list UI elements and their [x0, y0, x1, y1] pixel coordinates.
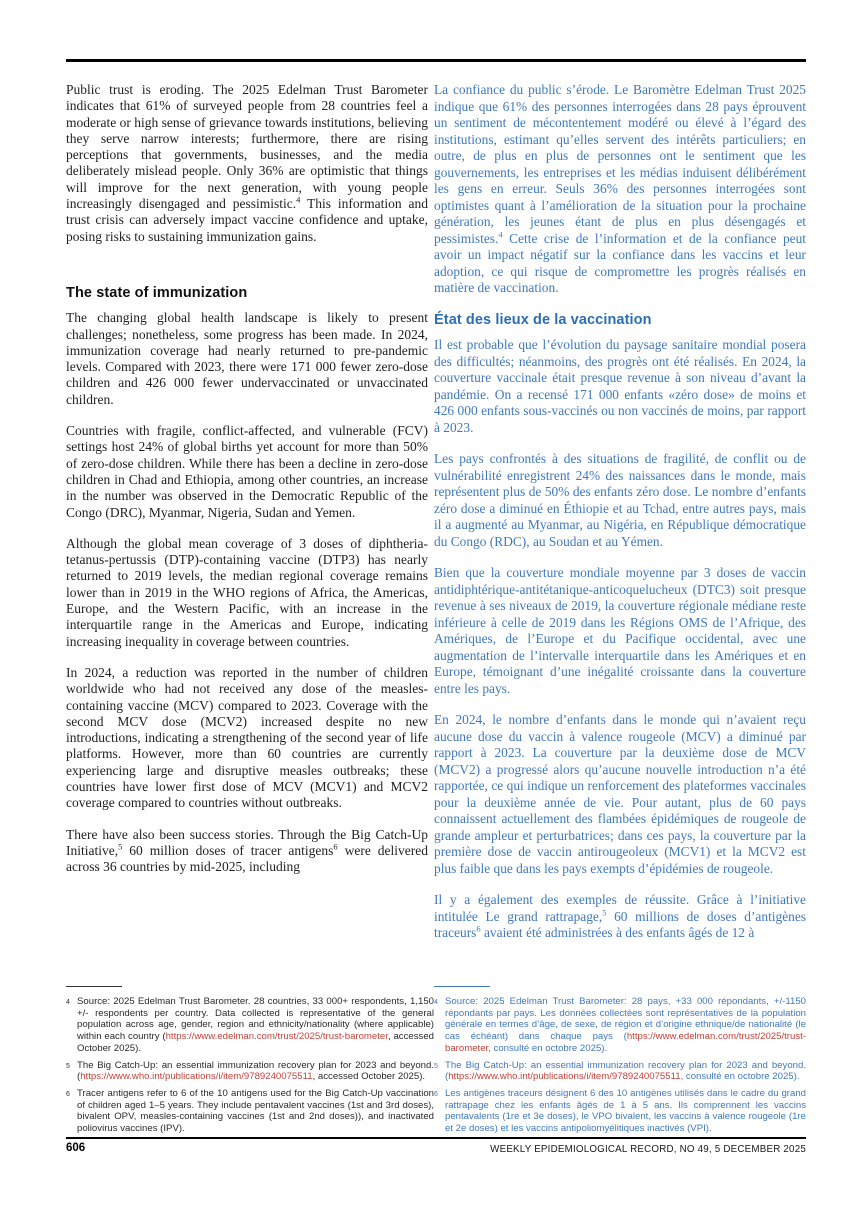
english-paragraph: [66, 82, 428, 245]
footnote-reference: 6: [476, 923, 481, 934]
footnote-link[interactable]: https://www.who.int/publications/i/item/9789240075511: [448, 1071, 681, 1083]
french-paragraph: [434, 451, 806, 550]
footnote-reference: 4: [296, 194, 301, 205]
text-segment: Source: 2025 Edelman Trust Barometer. 28 countries, 33 000+ respondents, 1,150 +/- respondents per country. Data collected is representative of the general population across age, gender, region and ethnicity/nationality (where applicable) within each country (: [77, 996, 434, 1043]
text-segment: Countries with fragile, conflict-affected, and vulnerable (FCV) settings host 24% of global births yet account for more than 50% of zero-dose children. While there has been a decline in zero-dose children in Chad and Ethiopia, among other countries, an increase in the number was observed in the Democratic Republic of the Congo (DRC), Myanmar, Nigeria, Sudan and Yemen.: [66, 423, 428, 520]
footnote-text: [77, 1060, 434, 1083]
text-segment: The Big Catch-Up: an essential immunization recovery plan for 2023 and beyond. (: [445, 1059, 806, 1083]
english-footnote: [66, 1088, 434, 1135]
text-segment: Les pays confrontés à des situations de fragilité, de conflit ou de vulnérabilité enregistrent 24% des naissances dans le monde, mais représentent plus de 50% des enfants zéro dose. Le nombre d’enfants zéro dose a diminué en Éthiopie et au Tchad, entre autres pays, mais il a augmenté au Myanmar, au Nigéria, en République démocratique du Congo (RDC), au Soudan et au Yémen.: [434, 451, 806, 549]
footnote-reference: 5: [118, 841, 123, 852]
french-paragraph: [434, 565, 806, 697]
english-footnote: [66, 1060, 434, 1083]
english-section-heading: The state of immunization: [66, 284, 248, 301]
footnote-text: [445, 1060, 806, 1083]
text-segment: avaient été administrées à des enfants âgés de 12 à: [480, 925, 755, 940]
footnote-text: [445, 1088, 806, 1135]
text-segment: were delivered across 36 countries by mid-2025, including: [66, 842, 428, 875]
text-segment: Il est probable que l’évolution du paysage sanitaire mondial posera des difficultés; néanmoins, des progrès ont été réalisés. En 2024, la couverture vaccinale était presque revenue à son niveau d’avant la pandémie. On a recensé 171 000 enfants «zéro dose» de moins et 426 000 enfants sous-vaccinés ou non vaccinés de moins, par rapport à 2023.: [434, 337, 806, 435]
french-column: [434, 82, 806, 957]
english-footnotes: [66, 986, 434, 1140]
french-paragraph: [434, 892, 806, 942]
text-segment: Les antigènes traceurs désignent 6 des 10 antigènes utilisés dans le cadre du grand rattrapage chez les enfants âgés de 1 à 5 ans. Ils comprennent les vaccins pentavalents (1re et 3e doses), le VPO bivalent, les vaccins à valence rougeole (1re et 2e doses) et les vaccins antipoliomyélitiques inactivés (VPI).: [445, 1087, 806, 1135]
footnote-link[interactable]: https://www.edelman.com/trust/2025/trust-barometer: [165, 1031, 388, 1043]
footnote-link[interactable]: https://www.who.int/publications/i/item/9789240075511: [80, 1071, 313, 1083]
text-segment: 60 million doses of tracer antigens: [122, 842, 334, 858]
text-segment: In 2024, a reduction was reported in the number of children worldwide who had not received any dose of the measles-containing vaccine (MCV) compared to 2023. Coverage with the second MCV dose (MCV2) increased despite no new introductions, indicating a strengthening of the second year of life platforms. However, more than 60 countries are currently experiencing large and disruptive measles outbreaks; these countries have lower first dose of MCV (MCV1) and MCV2 coverage compared to countries without outbreaks.: [66, 664, 428, 811]
french-footnote: [434, 1060, 806, 1083]
footnote-marker: 5: [434, 1062, 438, 1070]
footnote-marker: 5: [66, 1062, 70, 1070]
english-paragraph: [66, 665, 428, 812]
english-column: [66, 82, 428, 890]
footnote-reference: 6: [333, 841, 338, 852]
english-paragraph: [66, 310, 428, 408]
text-segment: Il y a également des exemples de réussite. Grâce à l’initiative intitulée Le grand rattrapage,: [434, 892, 806, 924]
footnote-text: [77, 996, 434, 1055]
text-segment: Cette crise de l’information et de la confiance peut avoir un impact négatif sur la confiance dans les vaccins et leur adoption, ce qui risque de compromettre les progrès réalisés en matière de vaccination.: [434, 230, 806, 295]
journal-footer-line: WEEKLY EPIDEMIOLOGICAL RECORD, NO 49, 5 DECEMBER 2025: [490, 1144, 806, 1155]
text-segment: The Big Catch-Up: an essential immunization recovery plan for 2023 and beyond. (: [77, 1059, 434, 1083]
footnote-text: [445, 996, 806, 1055]
english-paragraph: [66, 423, 428, 521]
french-footnote: [434, 1088, 806, 1135]
english-footnote: [66, 996, 434, 1055]
text-segment: , accessed October 2025).: [77, 1031, 434, 1054]
footnote-marker: 6: [66, 1090, 70, 1098]
text-segment: , consulté en octobre 2025).: [488, 1042, 608, 1054]
text-segment: Public trust is eroding. The 2025 Edelman Trust Barometer indicates that 61% of surveyed people from 28 countries feel a moderate or high sense of grievance towards institutions, believing they serve narrow interests; furthermore, there are rising perceptions that governments, businesses, and the media deliberately mislead people. Only 36% are optimistic that things will improve for the next generation, with young people increasingly disengaged and pessimistic.: [66, 82, 428, 212]
text-segment: 60 millions de doses d’antigènes traceurs: [434, 908, 806, 940]
french-paragraph: [434, 337, 806, 436]
french-paragraph: [434, 82, 806, 297]
footnote-marker: 4: [434, 999, 438, 1006]
footnote-link[interactable]: https://www.edelman.com/trust/2025/trust-barometer: [445, 1031, 806, 1054]
page-number: 606: [66, 1142, 86, 1154]
english-paragraph: [66, 536, 428, 650]
footnote-separator: [434, 986, 490, 987]
text-segment: Source: 2025 Edelman Trust Barometer: 28 pays, +33 000 répondants, +/-1150 répondants par pays. Les données collectées sont représentatives de la population générale en termes d’âge, de sexe, de région et d’origine ethnique/de nationalité (le cas échéant) dans chaque pays (: [445, 996, 806, 1043]
text-segment: , consulté en octobre 2025).: [680, 1071, 800, 1083]
text-segment: There have also been success stories. Through the Big Catch-Up Initiative,: [66, 826, 428, 858]
footer-rule: [66, 1137, 806, 1139]
text-segment: Bien que la couverture mondiale moyenne par 3 doses de vaccin antidiphtérique-antitétanique-anticoquelucheux (DTC3) soit presque revenue à ses niveaux de 2019, la couverture régionale médiane reste inférieure à celle de 2019 dans les Régions OMS de l’Afrique, des Amériques, de l’Europe et du Pacifique occidental, avec une augmentation de l’intervalle interquartile dans les Amériques et en Europe, témoignant d’une inégalité croissante dans la couverture entre les pays.: [434, 565, 806, 696]
french-section-heading: État des lieux de la vaccination: [434, 311, 652, 328]
french-footnote: [434, 996, 806, 1055]
text-segment: La confiance du public s’érode. Le Baromètre Edelman Trust 2025 indique que 61% des personnes interrogées dans 28 pays éprouvent un sentiment de mécontentement modéré ou élevé à l’égard des institutions, estimant qu’elles servent des intérêts particuliers; en outre, de plus en plus de personnes ont le sentiment que les gouvernements, les entreprises et les médias induisent délibérément les gens en erreur. Seuls 36% des personnes interrogées sont optimistes quant à l’amélioration de la situation pour la prochaine génération, les jeunes étant de plus en plus désengagés et pessimistes.: [434, 82, 806, 246]
text-segment: This information and trust crisis can adversely impact vaccine confidence and uptake, posing risks to sustaining immunization gains.: [66, 196, 428, 244]
text-segment: , accessed October 2025).: [312, 1071, 426, 1083]
text-segment: The changing global health landscape is likely to present challenges; nonetheless, some progress has been made. In 2024, immunization coverage had nearly returned to pre-pandemic levels. Compared with 2023, there were 171 000 fewer zero-dose children and 426 000 fewer undervaccinated or unvaccinated children.: [66, 310, 428, 407]
footnote-marker: 6: [434, 1090, 438, 1098]
french-footnotes: [434, 986, 806, 1140]
footnote-marker: 4: [66, 999, 70, 1006]
text-segment: En 2024, le nombre d’enfants dans le monde qui n’avaient reçu aucune dose du vaccin à valence rougeole (MCV) a diminué par rapport à 2023. La couverture par la deuxième dose de MCV (MCV2) a progressé alors qu’aucune nouvelle introduction n’a été rapportée, ce qui indique un renforcement des plateformes vaccinales pour la deuxième année de vie. Pour autant, plus de 60 pays connaissent actuellement des flambées épidémiques de rougeole de grande ampleur et perturbatrices; dans ces pays, la couverture par la première dose de vaccin antirougeoleux (MCV1) et la MCV2 est plus faible que dans les pays exempts d’épidémies de rougeole.: [434, 712, 806, 876]
footnote-reference: 4: [498, 229, 503, 240]
english-paragraph: [66, 827, 428, 876]
footnote-text: [77, 1088, 434, 1135]
text-segment: Although the global mean coverage of 3 doses of diphtheria-tetanus-pertussis (DTP)-containing vaccine (DTP3) has nearly returned to 2019 levels, the median regional coverage remains lower than in 2019 in the WHO regions of Africa, the Americas, Europe, and the Western Pacific, with an increase in the interquartile range in the Americas and Europe, indicating increasing inequality in coverage between countries.: [66, 535, 428, 649]
top-rule: [66, 59, 806, 62]
french-paragraph: [434, 712, 806, 877]
text-segment: Tracer antigens refer to 6 of the 10 antigens used for the Big Catch-Up vaccination of children aged 1–5 years. They include pentavalent vaccines (1st and 3rd doses), bivalent OPV, measles-containing vaccines (1st and 2nd doses)), and inactivated poliovirus vaccines (IPV).: [77, 1087, 434, 1135]
footnote-separator: [66, 986, 122, 987]
footnote-reference: 5: [602, 907, 607, 918]
